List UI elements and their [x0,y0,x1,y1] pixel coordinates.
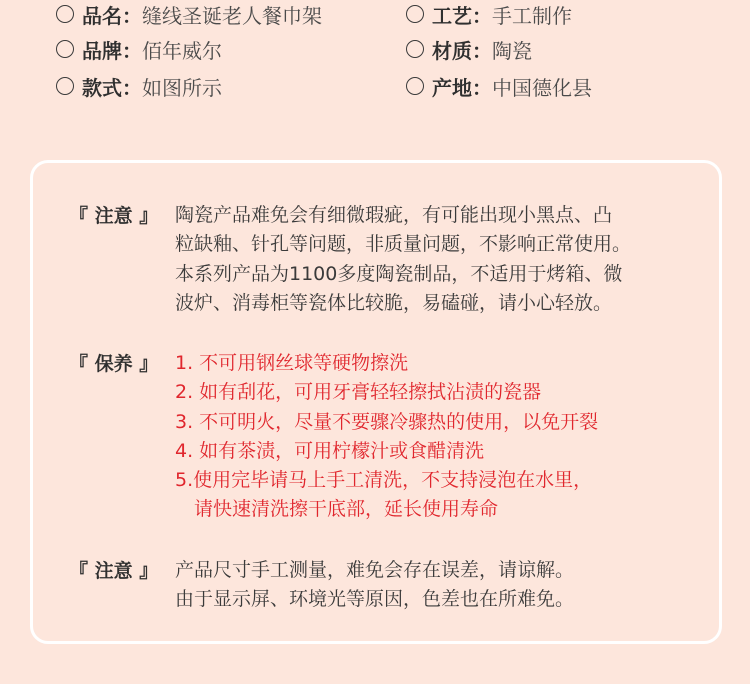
circle-bullet-icon [56,40,74,58]
spec-value: 缝线圣诞老人餐巾架 [142,3,322,28]
spec-value: 手工制作 [492,3,572,28]
notice-line: 本系列产品为1100多度陶瓷制品，不适用于烤箱、微 [175,262,623,285]
notice-line: 产品尺寸手工测量，难免会存在误差，请谅解。 [175,559,575,581]
circle-bullet-icon [406,77,424,95]
circle-bullet-icon [406,5,424,23]
care-line: 5.使用完毕请马上手工清洗，不支持浸泡在水里， [175,469,593,492]
care-body [175,349,695,525]
spec-label: 产地： [432,75,492,100]
notice-line: 由于显示屏、环境光等原因，色差也在所难免。 [175,588,575,611]
spec-item-style [56,72,222,100]
care-line: 4. 如有茶渍，可用柠檬汁或食醋清洗 [175,439,485,462]
notice-body [175,201,695,318]
spec-label: 品牌： [82,38,142,63]
care-line: 3. 不可明火，尽量不要骤冷骤热的使用，以免开裂 [175,410,599,433]
spec-value: 佰年威尔 [142,38,222,63]
notice-card [30,160,722,644]
care-line: 1. 不可用钢丝球等硬物擦洗 [175,352,409,374]
care-line: 2. 如有刮花，可用牙膏轻轻擦拭沾渍的瓷器 [175,381,542,404]
spec-item-craft [406,0,572,28]
notice-line: 粒缺釉、针孔等问题，非质量问题，不影响正常使用。 [175,233,632,256]
spec-value: 中国德化县 [492,75,592,100]
notice-title: 『 注意 』 [69,205,159,227]
spec-label: 款式： [82,75,142,100]
notice-line: 波炉、消毒柜等瓷体比较脆，易磕碰，请小心轻放。 [175,291,613,314]
spec-label: 工艺： [432,3,492,28]
notice-body [175,556,695,615]
circle-bullet-icon [56,5,74,23]
spec-value: 如图所示 [142,75,222,100]
notice-title: 『 注意 』 [69,560,159,582]
spec-item-origin [406,72,592,100]
spec-label: 材质： [432,38,492,63]
spec-label: 品名： [82,3,142,28]
care-title: 『 保养 』 [69,353,159,375]
spec-item-name [56,0,322,28]
care-line: 请快速清洗擦干底部，延长使用寿命 [194,498,499,521]
notice-line: 陶瓷产品难免会有细微瑕疵，有可能出现小黑点、凸 [175,204,613,226]
spec-value: 陶瓷 [492,38,532,63]
circle-bullet-icon [56,77,74,95]
circle-bullet-icon [406,40,424,58]
spec-item-material [406,35,532,63]
spec-item-brand [56,35,222,63]
